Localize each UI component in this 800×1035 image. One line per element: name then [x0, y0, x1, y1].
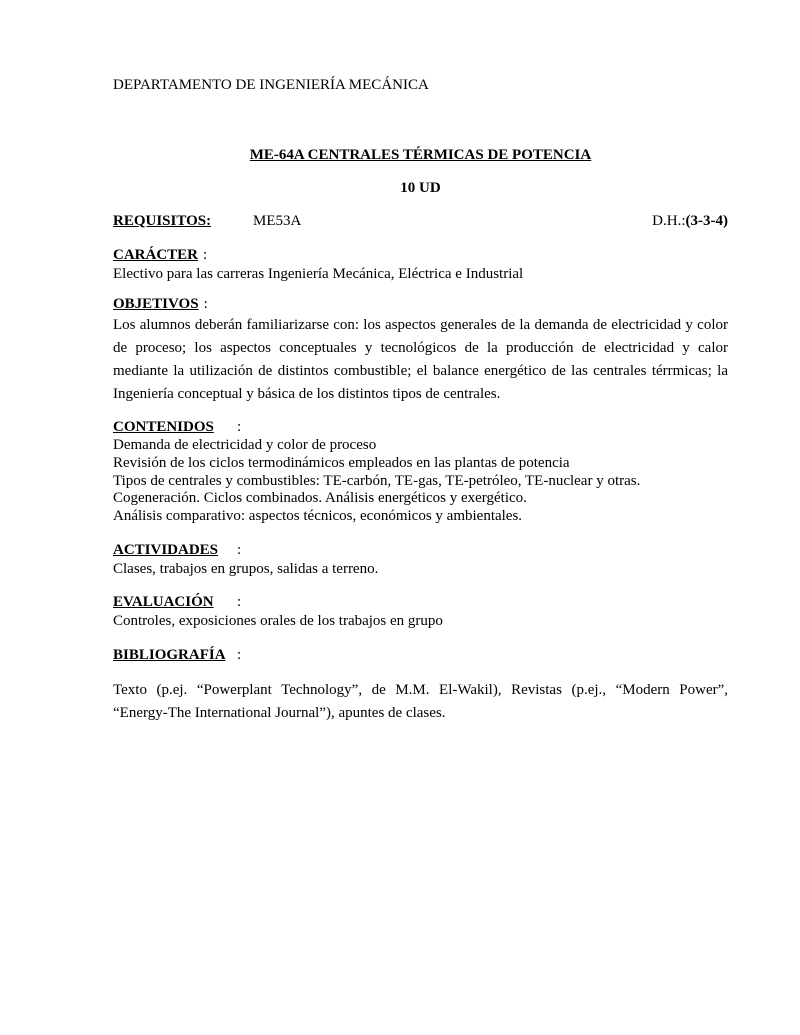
actividades-heading-line [113, 542, 728, 559]
caracter-colon: : [203, 247, 208, 263]
dh-field [652, 213, 728, 230]
objetivos-heading-line [113, 296, 728, 313]
requisitos-label: REQUISITOS: [113, 213, 212, 229]
section-actividades [113, 542, 728, 578]
actividades-heading: ACTIVIDADES [113, 541, 219, 558]
contenidos-heading-line [113, 419, 728, 436]
caracter-heading-line [113, 247, 728, 264]
section-bibliografia [113, 647, 728, 725]
actividades-colon: : [237, 541, 242, 558]
course-title: ME-64A CENTRALES TÉRMICAS DE POTENCIA [249, 147, 592, 163]
section-contenidos [113, 419, 728, 526]
evaluacion-heading: EVALUACIÓN [113, 593, 214, 610]
department-header: DEPARTAMENTO DE INGENIERÍA MECÁNICA [113, 77, 429, 93]
section-evaluacion [113, 594, 728, 630]
objetivos-body: Los alumnos deberán familiarizarse con: los aspectos generales de la demanda de electricidad y color de proceso; los aspectos conceptuales y tecnológicos de la producción de electricidad y calor mediante la utilización de distintos combustible; el balance energético de las centrales térrmicas; la Ingeniería conceptual y básica de los distintos tipos de centrales. [113, 317, 728, 402]
evaluacion-heading-slot [113, 594, 237, 611]
requisitos-value: ME53A [253, 213, 302, 229]
contenidos-item: Revisión de los ciclos termodinámicos empleados en las plantas de potencia [113, 454, 570, 471]
contenidos-item: Tipos de centrales y combustibles: TE-carbón, TE-gas, TE-petróleo, TE-nuclear y otras. [113, 472, 641, 489]
objetivos-colon: : [203, 296, 208, 312]
evaluacion-colon: : [237, 593, 242, 610]
caracter-heading: CARÁCTER [113, 247, 199, 263]
requisitos-row [113, 213, 728, 232]
bibliografia-heading: BIBLIOGRAFÍA [113, 646, 226, 663]
contenidos-heading: CONTENIDOS [113, 419, 214, 435]
bibliografia-heading-slot [113, 647, 237, 664]
contenidos-item: Cogeneración. Ciclos combinados. Análisis energéticos y exergético. [113, 490, 527, 507]
bibliografia-colon: : [237, 646, 242, 663]
bibliografia-body: Texto (p.ej. “Powerplant Technology”, de M.M. El-Wakil), Revistas (p.ej., “Modern Power”, “Energy-The International Journal”), apuntes de clases. [113, 681, 728, 721]
contenidos-colon: : [237, 419, 242, 435]
evaluacion-heading-line [113, 594, 728, 611]
objetivos-heading: OBJETIVOS [113, 296, 199, 312]
bibliografia-heading-line [113, 647, 728, 664]
dh-hours: (3-3-4) [685, 213, 728, 229]
contenidos-item: Demanda de electricidad y color de proceso [113, 437, 377, 453]
dh-prefix: D.H.: [652, 213, 686, 229]
contenidos-heading-slot [113, 419, 237, 436]
contenidos-list [113, 437, 728, 526]
course-credits: 10 UD [400, 180, 441, 196]
evaluacion-body: Controles, exposiciones orales de los trabajos en grupo [113, 612, 443, 629]
actividades-heading-slot [113, 542, 237, 559]
actividades-body: Clases, trabajos en grupos, salidas a terreno. [113, 560, 379, 577]
contenidos-item: Análisis comparativo: aspectos técnicos, económicos y ambientales. [113, 508, 523, 525]
section-caracter [113, 247, 728, 283]
section-objetivos [113, 296, 728, 406]
caracter-body: Electivo para las carreras Ingeniería Mecánica, Eléctrica e Industrial [113, 266, 524, 282]
